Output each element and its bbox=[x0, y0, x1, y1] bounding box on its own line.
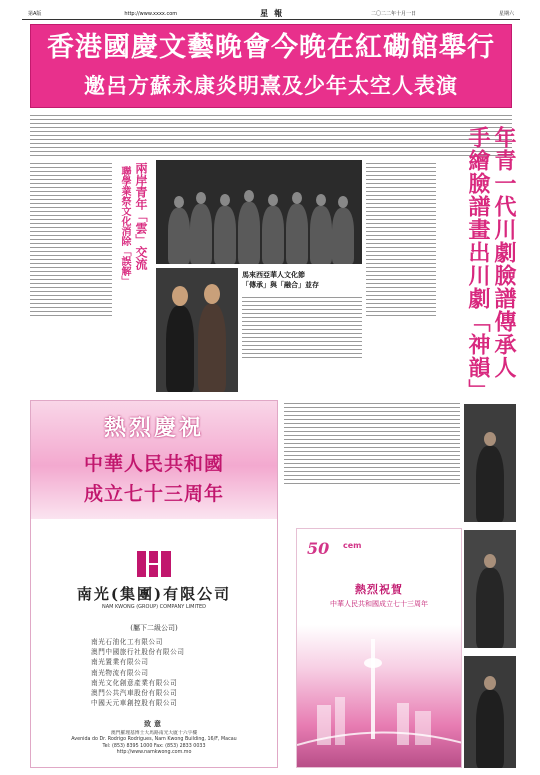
phone-fax: Tel: (853) 8395 1000 Fax: (853) 2833 0033 bbox=[102, 743, 206, 749]
group-photo bbox=[156, 160, 362, 264]
site-url[interactable]: http://www.xxxx.com bbox=[124, 10, 178, 17]
list-item: 南光物流有限公司 bbox=[91, 668, 149, 677]
opera-photo-1 bbox=[464, 404, 516, 522]
company-name-en: NAM KWONG (GROUP) COMPANY LIMITED bbox=[101, 604, 207, 610]
cem-subline: 中華人民共和國成立七十三周年 bbox=[330, 600, 428, 608]
macau-skyline-image bbox=[297, 625, 461, 768]
website-link[interactable]: http://www.namkwong.com.mo bbox=[116, 750, 192, 756]
cross-strait-story-subtitle: 聯學業祭文化消除「誤解」 bbox=[119, 166, 130, 286]
masthead bbox=[22, 8, 520, 20]
anniversary-logo: 50 bbox=[307, 539, 330, 558]
subsidiary-list bbox=[91, 637, 231, 708]
cross-strait-story-title: 兩岸青年「雲」交流 bbox=[134, 162, 148, 270]
performers-photo bbox=[156, 268, 238, 392]
malaysia-story-text bbox=[242, 294, 362, 394]
ad-contact bbox=[31, 731, 277, 757]
opera-photo-2 bbox=[464, 530, 516, 648]
opera-photo-3 bbox=[464, 656, 516, 768]
lead-headline: 香港國慶文藝晚會今晚在紅磡館舉行 bbox=[47, 32, 495, 63]
nankwong-advertisement[interactable] bbox=[30, 400, 278, 768]
cem-headline: 熱烈祝賀 bbox=[355, 583, 403, 596]
newspaper-brand: 星報 bbox=[260, 9, 289, 18]
list-item: 南光石油化工有限公司 bbox=[91, 638, 163, 646]
cem-advertisement[interactable] bbox=[296, 528, 462, 768]
ad-headline: 熱烈慶祝 bbox=[103, 416, 204, 441]
ad-greeting: 致意 bbox=[144, 719, 164, 728]
subsidiaries-label: (屬下二級公司) bbox=[130, 624, 178, 632]
newspaper-page bbox=[22, 8, 520, 768]
lead-headline-banner bbox=[30, 24, 512, 108]
page-number: 第A版 bbox=[28, 11, 42, 17]
address-en: Avenida do Dr. Rodrigo Rodrigues, Nam Kwong Building, 16/F, Macau bbox=[71, 737, 237, 743]
article-column-lower bbox=[284, 400, 460, 524]
list-item: 澳門中國旅行社股份有限公司 bbox=[91, 648, 185, 657]
opera-story-title: 年青一代川劇臉譜傳承人手繪臉譜畫出川劇「神韻」 bbox=[465, 126, 516, 402]
lead-subheadline: 邀呂方蘇永康炎明熹及少年太空人表演 bbox=[84, 73, 458, 98]
list-item: 中國天元車創控股有限公司 bbox=[91, 699, 178, 708]
cem-logo: cem bbox=[343, 541, 362, 550]
skyline-graphic bbox=[297, 625, 462, 768]
list-item: 南光文化創意產業有限公司 bbox=[91, 678, 178, 687]
address-zh: 澳門羅理基博士大馬路南光大廈十六字樓 bbox=[110, 731, 198, 736]
malaysia-story-title: 馬來西亞華人文化節 「傳承」與「融合」並存 bbox=[242, 271, 319, 289]
issue-date: 二〇二二年十月一日 bbox=[371, 11, 417, 17]
nankwong-logo-icon bbox=[137, 551, 171, 577]
issue-weekday: 星期六 bbox=[498, 11, 514, 17]
ad-line-3: 成立七十三周年 bbox=[83, 483, 224, 505]
article-column-left bbox=[30, 160, 112, 396]
ad-line-2: 中華人民共和國 bbox=[83, 453, 224, 475]
list-item: 南光置業有限公司 bbox=[91, 658, 149, 667]
lead-article-text bbox=[30, 112, 512, 158]
company-name: 南光(集團)有限公司 bbox=[76, 585, 232, 603]
list-item: 澳門公共汽車股份有限公司 bbox=[91, 689, 178, 698]
article-column-middle bbox=[366, 160, 436, 396]
